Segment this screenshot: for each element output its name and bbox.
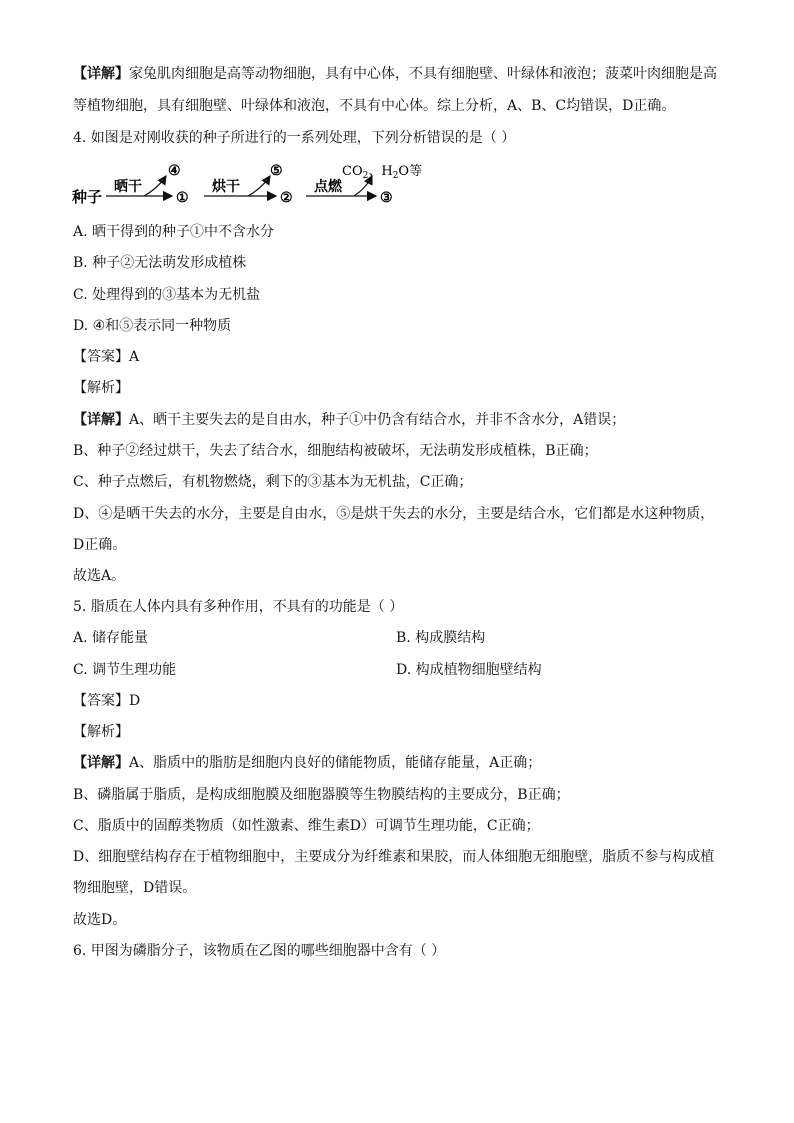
q5-detail-line-1: 【详解】A、脂质中的脂肪是细胞内良好的储能物质，能储存能量，A正确；: [73, 755, 542, 771]
prev-detail-line-1: [73, 64, 733, 84]
diagram-result-1: ①: [176, 190, 189, 206]
diagram-branch-2: [248, 176, 270, 196]
detail-text: 家兔肌肉细胞是高等动物细胞，具有中心体，不具有细胞壁、叶绿体和液泡；菠菜叶肉细胞是高: [129, 66, 717, 82]
q5-conclusion: 故选D。: [73, 912, 127, 928]
diagram-output-5: ⑤: [270, 163, 283, 179]
q4-detail-line-5: D正确。: [73, 537, 127, 553]
q5-option-b: B. 构成膜结构: [396, 630, 486, 646]
q4-option-b: B. 种子②无法萌发形成植株: [73, 255, 247, 271]
q5-detail-line-2: B、磷脂属于脂质，是构成细胞膜及细胞器膜等生物膜结构的主要成分，B正确；: [73, 787, 570, 803]
q5-analysis-label: 【解析】: [73, 724, 129, 740]
q4-answer: 【答案】A: [73, 349, 140, 365]
q4-option-a: A. 晒干得到的种子①中不含水分: [73, 224, 275, 240]
diagram-step3-label: 点燃: [314, 179, 342, 195]
q5-detail-line-3: C、脂质中的固醇类物质（如性激素、维生素D）可调节生理功能，C正确；: [73, 818, 540, 834]
question-4-stem: 4. 如图是对刚收获的种子所进行的一系列处理，下列分析错误的是（ ）: [73, 130, 516, 146]
diagram-output-co2-h2o: $CO_2$、$H_2O$等: [342, 164, 423, 181]
q4-detail-line-2: B、种子②经过烘干，失去了结合水，细胞结构被破坏，无法萌发形成植株，B正确；: [73, 443, 598, 459]
q4-detail-line-1: 【详解】A、晒干主要失去的是自由水，种子①中仍含有结合水，并非不含水分，A错误；: [73, 412, 626, 428]
question-5-stem: 5. 脂质在人体内具有多种作用，不具有的功能是（ ）: [73, 599, 404, 615]
q5-option-d: D. 构成植物细胞壁结构: [396, 662, 542, 678]
q5-detail-line-5: 物细胞壁，D错误。: [73, 880, 197, 896]
diagram-step1-label: 晒干: [114, 179, 142, 195]
detail-tag: 【详解】: [73, 412, 129, 428]
diagram-step2-label: 烘干: [212, 179, 240, 195]
diagram-result-3: ③: [380, 190, 393, 206]
q5-option-a: A. 储存能量: [73, 630, 149, 646]
question-6-stem: 6. 甲图为磷脂分子，该物质在乙图的哪些细胞器中含有（ ）: [73, 943, 446, 959]
q4-option-d: D. ④和⑤表示同一种物质: [73, 318, 232, 334]
q4-detail-line-4: D、④是晒干失去的水分，主要是自由水，⑤是烘干失去的水分，主要是结合水，它们都是水这种物质，: [73, 506, 715, 522]
q5-answer: 【答案】D: [73, 693, 141, 709]
q4-detail-line-3: C、种子点燃后，有机物燃烧，剩下的③基本为无机盐，C正确；: [73, 474, 473, 490]
prev-detail-line-2: 等植物细胞，具有细胞壁、叶绿体和液泡，不具有中心体。综上分析，A、B、C均错误，D正确。: [73, 98, 676, 114]
diagram-output-4: ④: [168, 163, 181, 179]
q4-analysis-label: 【解析】: [73, 380, 129, 396]
diagram-result-2: ②: [280, 190, 293, 206]
seed-processing-diagram: [70, 158, 450, 210]
q5-option-c: C. 调节生理功能: [73, 662, 177, 678]
q4-option-c: C. 处理得到的③基本为无机盐: [73, 287, 261, 303]
diagram-branch-1: [144, 176, 166, 196]
q5-detail-line-4: D、细胞壁结构存在于植物细胞中，主要成分为纤维素和果胶，而人体细胞无细胞壁，脂质不参与构成植: [73, 849, 715, 865]
detail-tag: 【详解】: [73, 66, 129, 82]
diagram-start-label: 种子: [72, 188, 103, 206]
detail-tag: 【详解】: [73, 755, 129, 771]
q4-conclusion: 故选A。: [73, 568, 126, 584]
